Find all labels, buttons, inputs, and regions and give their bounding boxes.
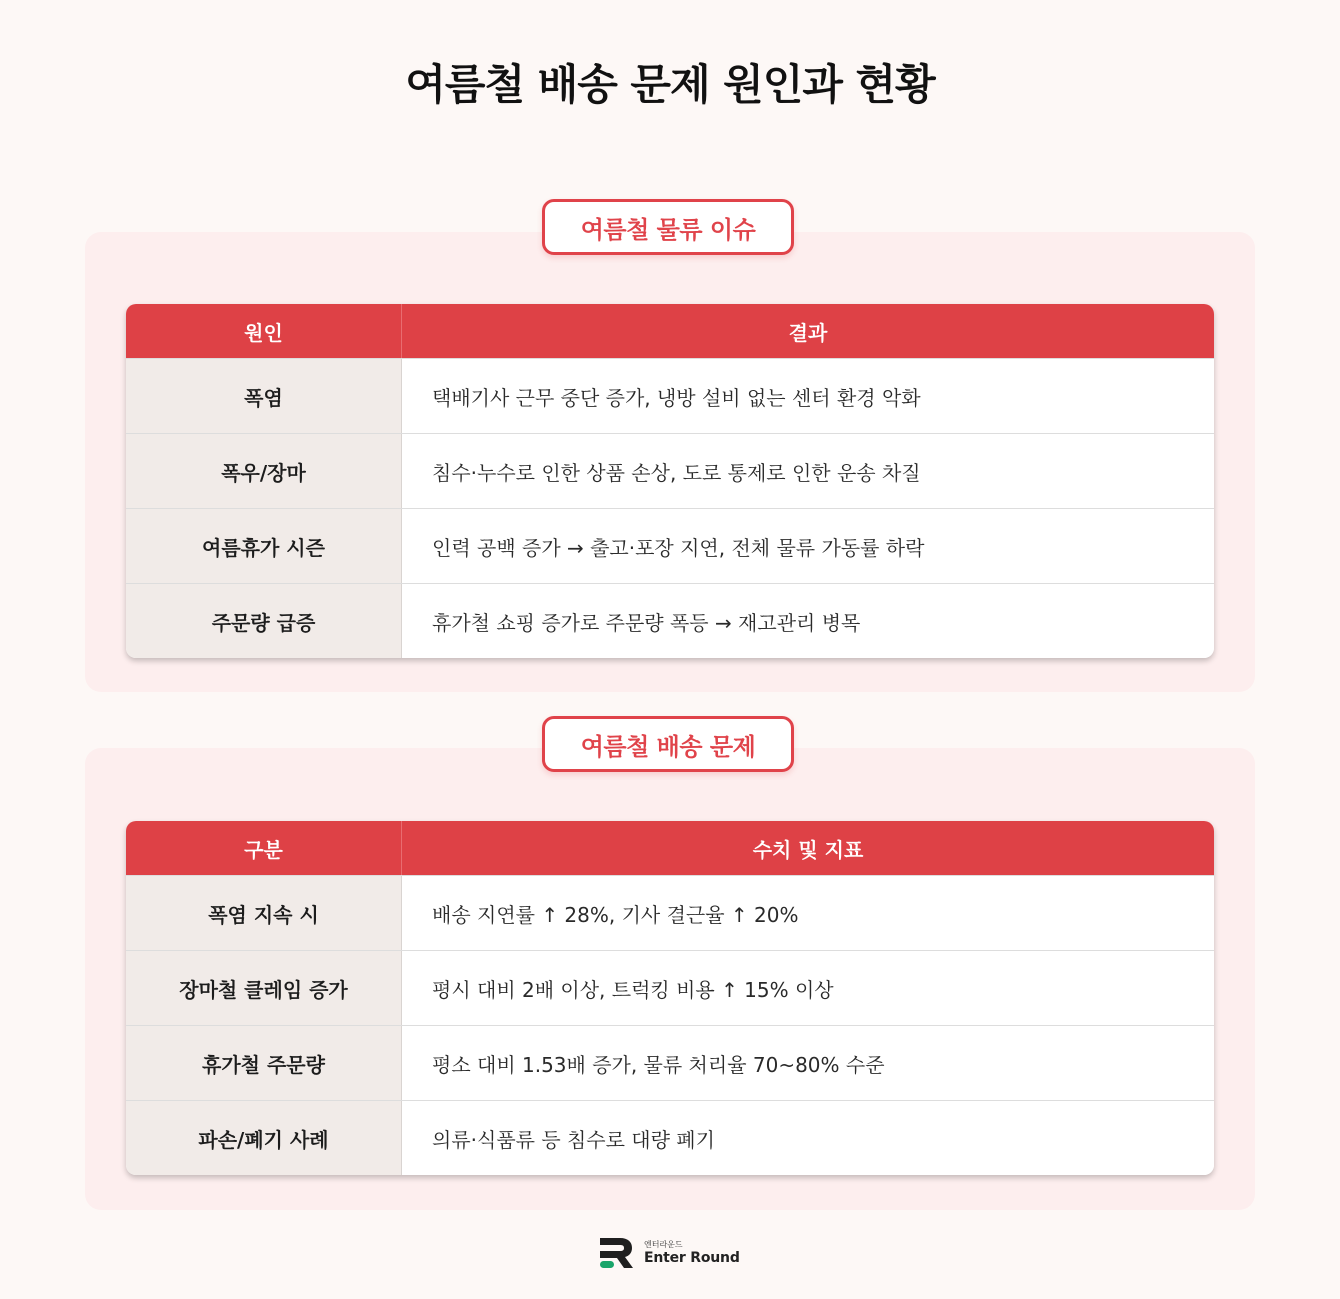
cause-cell: 주문량 급증 — [126, 584, 402, 658]
header-result: 결과 — [788, 320, 828, 345]
table-row — [126, 1100, 1214, 1175]
brand-logo — [598, 1236, 740, 1270]
enter-round-logo-icon — [598, 1236, 636, 1270]
logistics-issues-label: 여름철 물류 이슈 — [542, 199, 794, 255]
result-cell: 택배기사 근무 중단 증가, 냉방 설비 없는 센터 환경 악화 — [402, 359, 1214, 433]
delivery-problems-table — [126, 821, 1214, 1175]
brand-name-english: Enter Round — [644, 1249, 740, 1266]
metric-cell: 평시 대비 2배 이상, 트럭킹 비용 ↑ 15% 이상 — [402, 951, 1214, 1025]
page-title: 여름철 배송 문제 원인과 현황 — [405, 60, 935, 109]
logistics-issues-table — [126, 304, 1214, 658]
header-cause: 원인 — [126, 304, 402, 358]
table-row — [126, 950, 1214, 1025]
table-row — [126, 583, 1214, 658]
category-cell: 휴가철 주문량 — [126, 1026, 402, 1100]
header-category: 구분 — [126, 821, 402, 875]
category-cell: 장마철 클레임 증가 — [126, 951, 402, 1025]
cause-cell: 폭우/장마 — [126, 434, 402, 508]
table-header — [126, 304, 1214, 358]
category-cell: 파손/폐기 사례 — [126, 1101, 402, 1175]
result-cell: 휴가철 쇼핑 증가로 주문량 폭등 → 재고관리 병목 — [402, 584, 1214, 658]
table-header — [126, 821, 1214, 875]
cause-cell: 폭염 — [126, 359, 402, 433]
metric-cell: 의류·식품류 등 침수로 대량 폐기 — [402, 1101, 1214, 1175]
header-metrics: 수치 및 지표 — [752, 837, 864, 862]
table-row — [126, 433, 1214, 508]
delivery-problems-label: 여름철 배송 문제 — [542, 716, 794, 772]
metric-cell: 배송 지연률 ↑ 28%, 기사 결근율 ↑ 20% — [402, 876, 1214, 950]
brand-name-korean: 엔터라운드 — [644, 1239, 683, 1249]
table-row — [126, 508, 1214, 583]
result-cell: 인력 공백 증가 → 출고·포장 지연, 전체 물류 가동률 하락 — [402, 509, 1214, 583]
cause-cell: 여름휴가 시즌 — [126, 509, 402, 583]
result-cell: 침수·누수로 인한 상품 손상, 도로 통제로 인한 운송 차질 — [402, 434, 1214, 508]
table-row — [126, 358, 1214, 433]
metric-cell: 평소 대비 1.53배 증가, 물류 처리율 70~80% 수준 — [402, 1026, 1214, 1100]
category-cell: 폭염 지속 시 — [126, 876, 402, 950]
table-row — [126, 875, 1214, 950]
table-row — [126, 1025, 1214, 1100]
